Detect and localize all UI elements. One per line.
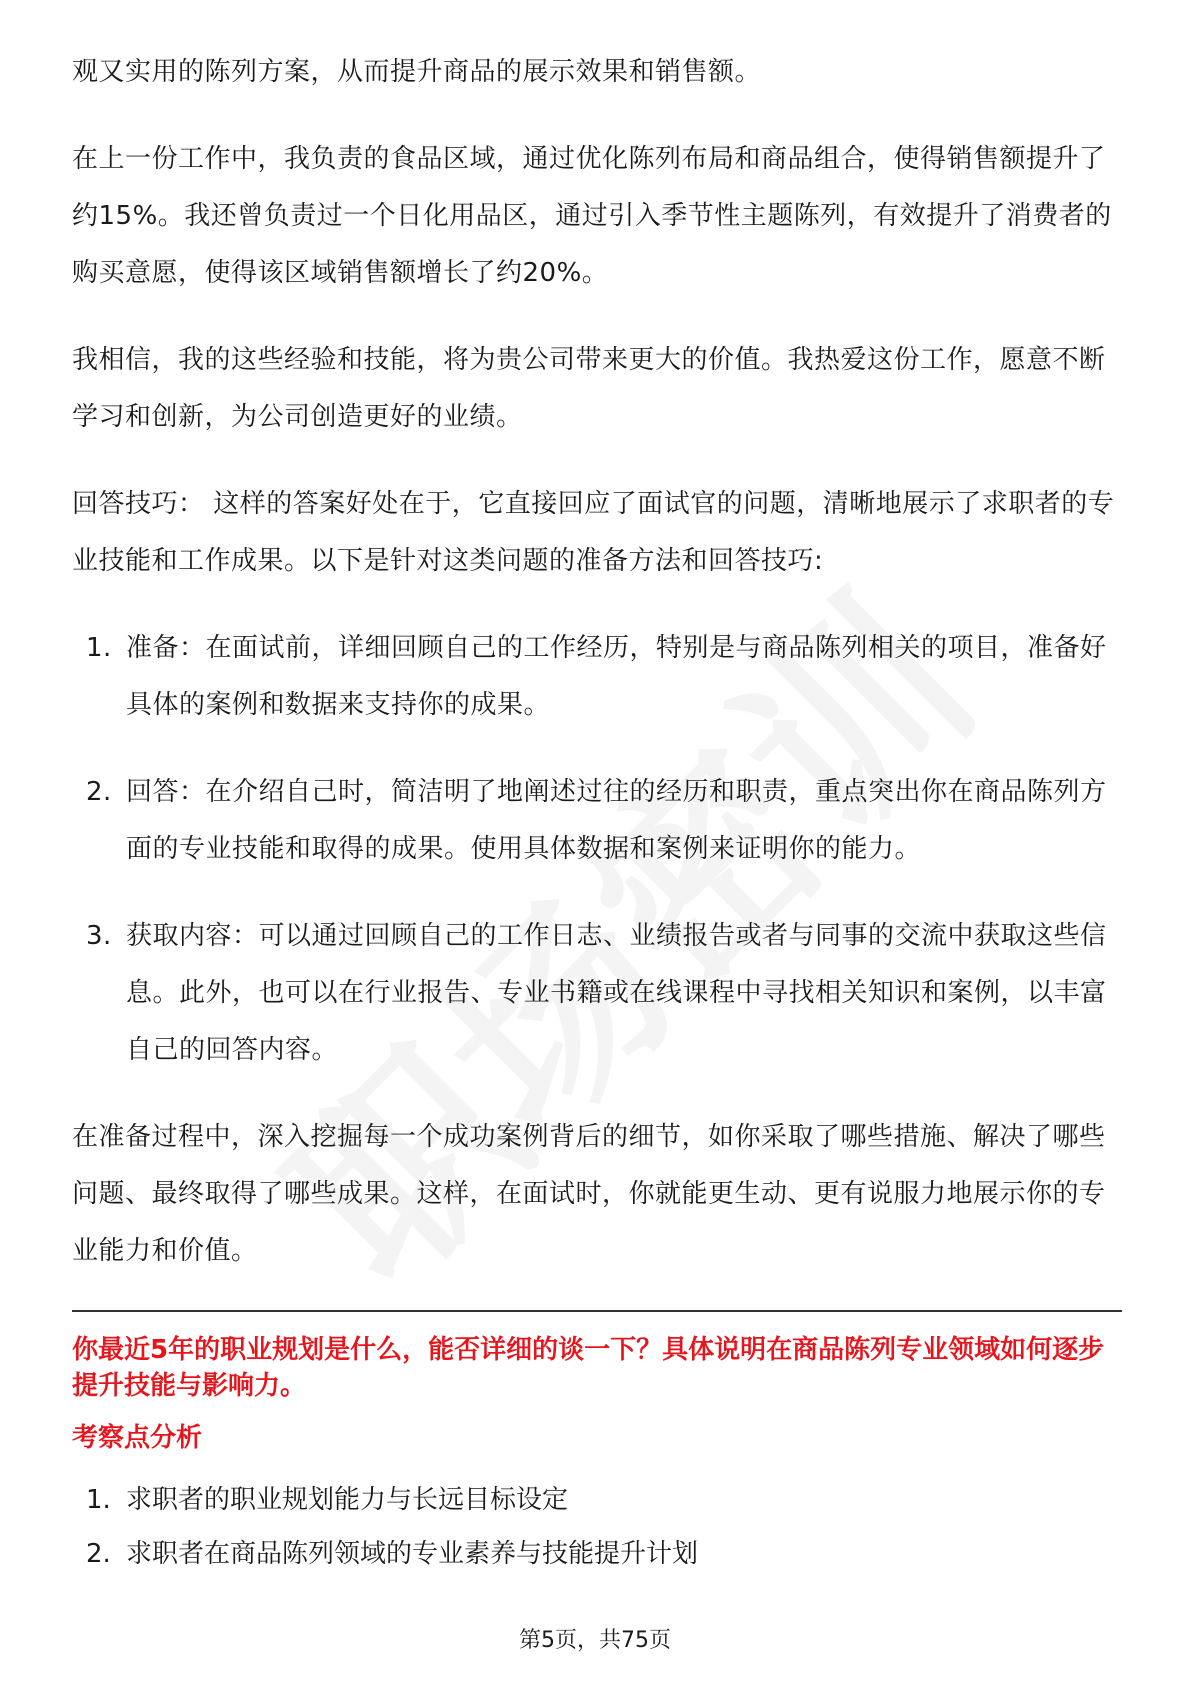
list-item-number: 1. (86, 1485, 111, 1515)
section-divider (72, 1310, 1122, 1312)
interview-question: 你最近5年的职业规划是什么，能否详细的谈一下？具体说明在商品陈列专业领域如何逐步提升技能与影响力。 (72, 1335, 1105, 1401)
list-item-text: 求职者的职业规划能力与长远目标设定 (126, 1485, 569, 1515)
list-item-number: 1. (86, 633, 112, 663)
list-item (72, 908, 1122, 1079)
analysis-heading: 考察点分析 (72, 1423, 203, 1453)
list-item (72, 1528, 1122, 1580)
paragraph-intro-tail: 观又实用的陈列方案，从而提升商品的展示效果和销售额。 (72, 57, 762, 87)
list-item-text: 准备：在面试前，详细回顾自己的工作经历，特别是与商品陈列相关的项目，准备好具体的案例和数据来支持你的成果。 (126, 633, 1107, 720)
list-item (72, 1474, 1122, 1526)
list-item-number: 2. (86, 777, 112, 807)
tips-list (72, 620, 1122, 1079)
paragraph-answer-tips: 回答技巧： 这样的答案好处在于，它直接回应了面试官的问题，清晰地展示了求职者的专业技能和工作成果。以下是针对这类问题的准备方法和回答技巧: (72, 489, 1115, 576)
paragraph-experience: 在上一份工作中，我负责的食品区域，通过优化陈列布局和商品组合，使得销售额提升了约15%。我还曾负责过一个日化用品区，通过引入季节性主题陈列，有效提升了消费者的购买意愿，使得该区域销售额增长了约20%。 (72, 144, 1112, 288)
list-item (72, 620, 1122, 734)
paragraph-value: 我相信，我的这些经验和技能，将为贵公司带来更大的价值。我热爱这份工作，愿意不断学习和创新，为公司创造更好的业绩。 (72, 345, 1106, 432)
list-item-number: 2. (86, 1539, 111, 1569)
page-content (72, 44, 1122, 1582)
list-item-number: 3. (86, 921, 112, 951)
list-item (72, 764, 1122, 878)
list-item-text: 回答：在介绍自己时，简洁明了地阐述过往的经历和职责，重点突出你在商品陈列方面的专业技能和取得的成果。使用具体数据和案例来证明你的能力。 (126, 777, 1107, 864)
list-item-text: 求职者在商品陈列领域的专业素养与技能提升计划 (126, 1539, 699, 1569)
page-footer: 第5页，共75页 (519, 1628, 671, 1653)
analysis-list (72, 1474, 1122, 1580)
paragraph-closing: 在准备过程中，深入挖掘每一个成功案例背后的细节，如你采取了哪些措施、解决了哪些问题、最终取得了哪些成果。这样，在面试时，你就能更生动、更有说服力地展示你的专业能力和价值。 (72, 1122, 1106, 1266)
list-item-text: 获取内容：可以通过回顾自己的工作日志、业绩报告或者与同事的交流中获取这些信息。此外，也可以在行业报告、专业书籍或在线课程中寻找相关知识和案例，以丰富自己的回答内容。 (126, 921, 1107, 1065)
